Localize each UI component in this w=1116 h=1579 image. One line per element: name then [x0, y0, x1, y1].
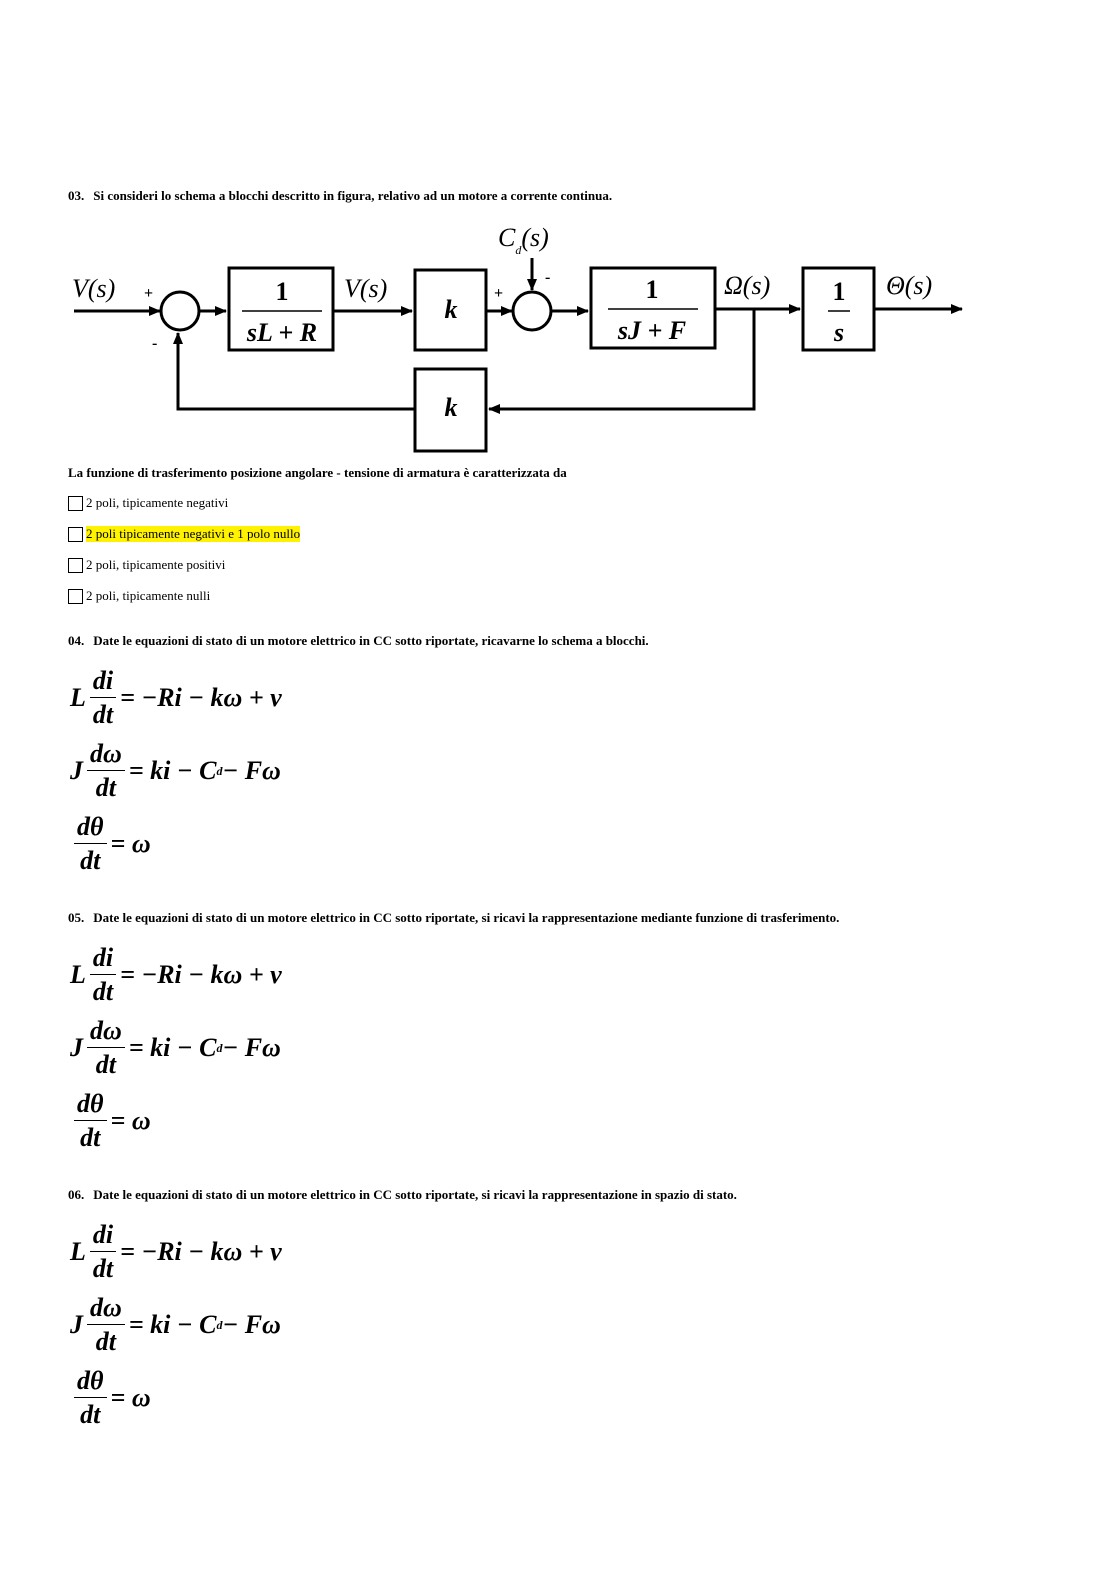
- question-text: Si consideri lo schema a blocchi descritto in figura, relativo ad un motore a corrente continua.: [93, 188, 613, 203]
- equation-current: L $\frac{di}{dt}$ = −Ri − kω + v: [70, 666, 282, 729]
- equation-position: $\frac{d\theta}{dt}$ = ω: [70, 1368, 151, 1428]
- disturbance-label: $C_d(s)$: [498, 223, 549, 257]
- equation-speed: J $\frac{d\omega}{dt}$ = ki − C d − Fω: [70, 1016, 281, 1079]
- equation-current: L $\frac{di}{dt}$ = −Ri − kω + v: [70, 1220, 282, 1283]
- block2-denominator: sJ + F: [617, 316, 687, 345]
- block1-numerator: 1: [275, 277, 289, 306]
- input-label: V(s): [72, 274, 116, 303]
- block1-denominator: sL + R: [246, 318, 318, 347]
- checkbox[interactable]: [68, 496, 83, 511]
- block3-denominator: s: [833, 318, 845, 347]
- option-3[interactable]: [68, 557, 225, 573]
- sum2-plus-sign: +: [494, 285, 504, 302]
- option-label: 2 poli, tipicamente nulli: [86, 588, 211, 603]
- block-k-label: k: [444, 295, 458, 324]
- sum2-minus-sign: -: [545, 269, 551, 286]
- output-label: Θ(s): [886, 271, 933, 300]
- block-diagram: [60, 220, 980, 460]
- block2-numerator: 1: [645, 275, 659, 304]
- sum1-plus-sign: +: [144, 285, 154, 302]
- summing-junction-1: [161, 292, 199, 330]
- checkbox[interactable]: [68, 558, 83, 573]
- checkbox[interactable]: [68, 589, 83, 604]
- equation-current: L $\frac{di}{dt}$ = −Ri − kω + v: [70, 943, 282, 1006]
- question-number: 03.: [68, 188, 85, 203]
- checkbox[interactable]: [68, 527, 83, 542]
- omega-label: Ω(s): [724, 271, 771, 300]
- equation-speed: J $\frac{d\omega}{dt}$ = ki − C d − Fω: [70, 1293, 281, 1356]
- sum1-minus-sign: -: [152, 335, 158, 352]
- option-4[interactable]: [68, 588, 210, 604]
- question-04-title: 04. Date le equazioni di stato di un motore elettrico in CC sotto riportate, ricavarne lo schema a blocchi.: [68, 633, 649, 648]
- option-2[interactable]: [68, 526, 300, 542]
- question-05-title: 05. Date le equazioni di stato di un motore elettrico in CC sotto riportate, si ricavi la rappresentazione mediante funzione di trasferimento.: [68, 910, 840, 925]
- feedback-k-label: k: [444, 393, 458, 422]
- equation-speed: J $\frac{d\omega}{dt}$ = ki − C d − Fω: [70, 739, 281, 802]
- block3-numerator: 1: [832, 277, 846, 306]
- question-03-prompt: La funzione di trasferimento posizione angolare - tensione di armatura è caratterizzata da: [68, 465, 567, 480]
- equation-position: $\frac{d\theta}{dt}$ = ω: [70, 1091, 151, 1151]
- option-label-highlighted: 2 poli tipicamente negativi e 1 polo nullo: [86, 526, 301, 541]
- mid-signal-label: V(s): [344, 274, 388, 303]
- question-06-title: 06. Date le equazioni di stato di un motore elettrico in CC sotto riportate, si ricavi la rappresentazione in spazio di stato.: [68, 1187, 737, 1202]
- option-label: 2 poli, tipicamente positivi: [86, 557, 226, 572]
- option-label: 2 poli, tipicamente negativi: [86, 495, 229, 510]
- question-03-title: [68, 188, 612, 204]
- option-1[interactable]: [68, 495, 228, 511]
- equation-position: $\frac{d\theta}{dt}$ = ω: [70, 814, 151, 874]
- summing-junction-2: [513, 292, 551, 330]
